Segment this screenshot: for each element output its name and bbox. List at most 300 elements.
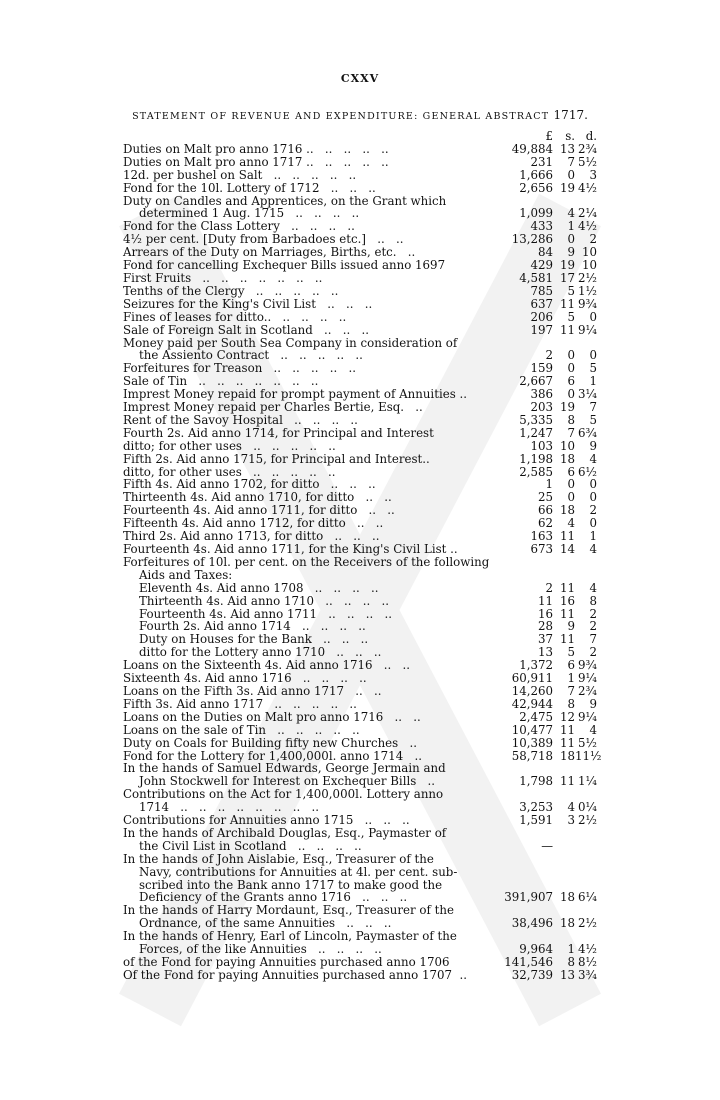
pounds-cell: 37 bbox=[537, 632, 553, 647]
shillings-cell: 18 bbox=[559, 916, 575, 931]
pounds-cell: 10,389 bbox=[511, 735, 553, 750]
row-description bbox=[123, 853, 495, 905]
table-row bbox=[123, 182, 603, 195]
pounds-cell: 58,718 bbox=[511, 748, 553, 763]
shillings-cell: 11 bbox=[559, 735, 575, 750]
description-line: Seizures for the King's Civil List .. .. .. bbox=[123, 296, 373, 311]
pence-cell: 3¾ bbox=[578, 967, 597, 982]
shillings-cell: 11 bbox=[559, 529, 575, 544]
table-row bbox=[123, 788, 603, 814]
pounds-cell: 433 bbox=[530, 219, 553, 234]
description-line: Navy, contributions for Annuities at 4l. per cent. sub- bbox=[139, 864, 458, 879]
row-description bbox=[123, 788, 495, 814]
pounds-cell: 203 bbox=[530, 400, 553, 415]
shillings-cell: 18 bbox=[559, 748, 575, 763]
pounds-cell: 2 bbox=[545, 348, 553, 363]
pence-cell: 2¾ bbox=[578, 683, 597, 698]
pounds-cell: 1 bbox=[545, 477, 553, 492]
row-description bbox=[123, 169, 495, 182]
description-line: Forces, of the like Annuities .. .. .. .. bbox=[139, 942, 382, 957]
table-row bbox=[123, 272, 603, 285]
pounds-cell: 13,286 bbox=[511, 232, 553, 247]
description-line: determined 1 Aug. 1715 .. .. .. .. bbox=[139, 206, 360, 221]
pounds-cell: 2,667 bbox=[519, 374, 553, 389]
table-row bbox=[123, 543, 603, 556]
pounds-cell: 11 bbox=[537, 593, 553, 608]
description-line: Duty on Houses for the Bank .. .. .. bbox=[139, 632, 369, 647]
pounds-cell: 231 bbox=[530, 154, 553, 169]
pounds-cell: 3,253 bbox=[519, 800, 553, 815]
description-line: Sale of Foreign Salt in Scotland .. .. .. bbox=[123, 322, 370, 337]
table-row bbox=[123, 440, 603, 453]
row-description bbox=[123, 298, 495, 311]
pounds-cell: 10,477 bbox=[511, 722, 553, 737]
shillings-cell: 9 bbox=[567, 619, 575, 634]
shillings-cell: 5 bbox=[567, 309, 575, 324]
row-description bbox=[123, 762, 495, 788]
table-row bbox=[123, 956, 603, 969]
pence-cell: 1½ bbox=[578, 283, 597, 298]
description-line: Aids and Taxes: bbox=[139, 567, 233, 582]
pounds-cell: 429 bbox=[530, 258, 553, 273]
pence-cell: 4½ bbox=[578, 942, 597, 957]
pence-cell: 8 bbox=[589, 593, 597, 608]
pence-cell: 0 bbox=[589, 490, 597, 505]
table-row bbox=[123, 853, 603, 905]
table-row bbox=[123, 969, 603, 982]
shillings-cell: 4 bbox=[567, 206, 575, 221]
table-row bbox=[123, 414, 603, 427]
pounds-cell: 2 bbox=[545, 580, 553, 595]
shillings-cell: 12 bbox=[559, 709, 575, 724]
shillings-cell: 11 bbox=[559, 722, 575, 737]
pounds-cell: 103 bbox=[530, 438, 553, 453]
description-line: Forfeitures for Treason .. .. .. .. .. bbox=[123, 361, 357, 376]
shillings-cell: 13 bbox=[559, 967, 575, 982]
row-description bbox=[123, 595, 495, 608]
shillings-cell: 0 bbox=[567, 490, 575, 505]
table-row bbox=[123, 595, 603, 608]
description-line: In the hands of Samuel Edwards, George Jermain and bbox=[123, 761, 446, 776]
description-line: Eleventh 4s. Aid anno 1708 .. .. .. .. bbox=[139, 580, 379, 595]
table-row bbox=[123, 827, 603, 853]
pounds-cell: 1,591 bbox=[519, 813, 553, 828]
pence-cell: 0¼ bbox=[578, 800, 597, 815]
description-line: Fond for the 10l. Lottery of 1712 .. .. .. bbox=[123, 180, 376, 195]
pence-cell: 9¾ bbox=[578, 296, 597, 311]
pounds-cell: 637 bbox=[530, 296, 553, 311]
pounds-cell: 2,475 bbox=[519, 709, 553, 724]
pence-cell: 5 bbox=[589, 412, 597, 427]
pounds-cell: 66 bbox=[537, 503, 553, 518]
description-line: Imprest Money repaid for prompt payment of Annuities .. bbox=[123, 387, 468, 402]
description-line: Loans on the Sixteenth 4s. Aid anno 1716 .. .. bbox=[123, 658, 411, 673]
table-row bbox=[123, 904, 603, 930]
row-description bbox=[123, 827, 495, 853]
pounds-cell: 4,581 bbox=[519, 270, 553, 285]
pence-cell: 9 bbox=[589, 438, 597, 453]
shillings-cell: 8 bbox=[567, 696, 575, 711]
table-row bbox=[123, 143, 603, 156]
table-row bbox=[123, 311, 603, 324]
description-line: Loans on the sale of Tin .. .. .. .. .. bbox=[123, 722, 360, 737]
row-description bbox=[123, 311, 495, 324]
pence-cell: 2¼ bbox=[578, 206, 597, 221]
description-line: Fourth 2s. Aid anno 1714, for Principal and Interest bbox=[123, 425, 434, 440]
pounds-cell: 391,907 bbox=[504, 890, 553, 905]
description-line: Fifth 2s. Aid anno 1715, for Principal and Interest.. bbox=[123, 451, 430, 466]
row-description bbox=[123, 401, 495, 414]
pounds-cell: 13 bbox=[537, 645, 553, 660]
table-row bbox=[123, 698, 603, 711]
table-row bbox=[123, 582, 603, 595]
shillings-cell: 13 bbox=[559, 141, 575, 156]
row-description bbox=[123, 737, 495, 750]
pounds-cell: 141,546 bbox=[504, 955, 553, 969]
pence-cell: 2 bbox=[589, 232, 597, 247]
shillings-cell: 0 bbox=[567, 477, 575, 492]
pence-cell: 6¾ bbox=[578, 425, 597, 440]
pounds-cell: 206 bbox=[530, 309, 553, 324]
description-line: Duty on Coals for Building fifty new Churches .. bbox=[123, 735, 417, 750]
abstract-table bbox=[123, 130, 603, 982]
description-line: Fond for the Class Lottery .. .. .. .. bbox=[123, 219, 355, 234]
description-line: Fourteenth 4s. Aid anno 1711, for the King's Civil List .. bbox=[123, 542, 458, 556]
table-row bbox=[123, 685, 603, 698]
pounds-cell: 2,656 bbox=[519, 180, 553, 195]
pence-cell: 10 bbox=[581, 258, 597, 273]
shillings-cell: 8 bbox=[567, 955, 575, 969]
column-header-row bbox=[123, 130, 603, 143]
pounds-cell: 62 bbox=[537, 516, 553, 531]
description-line: Ordnance, of the same Annuities .. .. .. bbox=[139, 916, 392, 931]
pence-cell: 4 bbox=[589, 580, 597, 595]
shillings-cell: 1 bbox=[567, 219, 575, 234]
row-description bbox=[123, 182, 495, 195]
shillings-cell: 0 bbox=[567, 387, 575, 402]
pounds-cell: 49,884 bbox=[511, 141, 553, 156]
pence-cell: 5 bbox=[589, 361, 597, 376]
row-description bbox=[123, 814, 495, 827]
table-row bbox=[123, 401, 603, 414]
table-row bbox=[123, 762, 603, 788]
description-line: ditto, for other uses .. .. .. .. .. bbox=[123, 464, 336, 479]
description-line: Duties on Malt pro anno 1717 .. .. .. .. .. bbox=[123, 154, 389, 169]
description-line: Contributions for Annuities anno 1715 .. .. .. bbox=[123, 813, 410, 828]
pounds-header: £ bbox=[545, 129, 553, 143]
description-line: Fond for cancelling Exchequer Bills issued anno 1697 bbox=[123, 258, 446, 273]
pounds-cell: 5,335 bbox=[519, 412, 553, 427]
pence-cell: 9¼ bbox=[578, 709, 597, 724]
shillings-cell: 10 bbox=[559, 438, 575, 453]
table-row bbox=[123, 711, 603, 724]
description-line: ditto; for other uses .. .. .. .. .. bbox=[123, 438, 336, 453]
table-row bbox=[123, 285, 603, 298]
pounds-cell: 84 bbox=[537, 245, 553, 260]
table-row bbox=[123, 724, 603, 737]
description-line: Duties on Malt pro anno 1716 .. .. .. .. .. bbox=[123, 141, 389, 156]
shillings-cell: 16 bbox=[559, 593, 575, 608]
pence-cell: 1 bbox=[589, 374, 597, 389]
row-description bbox=[123, 969, 495, 982]
pence-cell: 4 bbox=[589, 542, 597, 556]
description-line: ditto for the Lottery anno 1710 .. .. .. bbox=[139, 645, 382, 660]
pence-cell: 2 bbox=[589, 619, 597, 634]
shillings-cell: 11 bbox=[559, 322, 575, 337]
description-line: In the hands of John Aislabie, Esq., Treasurer of the bbox=[123, 851, 434, 866]
shillings-cell: 0 bbox=[567, 361, 575, 376]
shillings-cell: 0 bbox=[567, 348, 575, 363]
description-line: Arrears of the Duty on Marriages, Births, etc. .. bbox=[123, 245, 416, 260]
row-description bbox=[123, 156, 495, 169]
row-description bbox=[123, 698, 495, 711]
shillings-cell: 8 bbox=[567, 412, 575, 427]
pounds-cell: 673 bbox=[530, 542, 553, 556]
pence-cell: 0 bbox=[589, 309, 597, 324]
row-description bbox=[123, 556, 495, 582]
row-description bbox=[123, 440, 495, 453]
heading-year: 1717. bbox=[553, 108, 588, 122]
description-line: of the Fond for paying Annuities purchased anno 1706 bbox=[123, 955, 450, 969]
pounds-cell: 1,798 bbox=[519, 774, 553, 789]
shillings-cell: 1 bbox=[567, 671, 575, 686]
row-description bbox=[123, 685, 495, 698]
shillings-cell: 11 bbox=[559, 580, 575, 595]
row-description bbox=[123, 324, 495, 337]
pounds-cell: 60,911 bbox=[511, 671, 553, 686]
shillings-cell: 4 bbox=[567, 800, 575, 815]
shillings-cell: 19 bbox=[559, 400, 575, 415]
description-line: Fourth 2s. Aid anno 1714 .. .. .. .. bbox=[139, 619, 366, 634]
pence-cell: 2½ bbox=[578, 270, 597, 285]
pence-cell: 9¼ bbox=[578, 671, 597, 686]
page-number: CXXV bbox=[340, 72, 380, 85]
description-line: Fond for the Lottery for 1,400,000l. anno 1714 .. bbox=[123, 748, 422, 763]
pounds-cell: 1,099 bbox=[519, 206, 553, 221]
table-row bbox=[123, 814, 603, 827]
description-line: 4½ per cent. [Duty from Barbadoes etc.] .. .. bbox=[123, 232, 404, 247]
pence-cell: 0 bbox=[589, 348, 597, 363]
table-row bbox=[123, 453, 603, 466]
pence-cell: 5½ bbox=[578, 735, 597, 750]
pence-cell: 4 bbox=[589, 722, 597, 737]
description-line: the Assiento Contract .. .. .. .. .. bbox=[139, 348, 363, 363]
row-description bbox=[123, 711, 495, 724]
shillings-cell: 11 bbox=[559, 296, 575, 311]
table-row bbox=[123, 298, 603, 311]
table-row bbox=[123, 324, 603, 337]
description-line: Fines of leases for ditto.. .. .. .. .. bbox=[123, 309, 347, 324]
pence-cell: 3¼ bbox=[578, 387, 597, 402]
pence-cell: 1¼ bbox=[578, 774, 597, 789]
description-line: Duty on Candles and Apprentices, on the Grant which bbox=[123, 193, 447, 208]
row-description bbox=[123, 582, 495, 595]
description-line: Fifth 4s. Aid anno 1702, for ditto .. .. .. bbox=[123, 477, 376, 492]
description-line: Loans on the Fifth 3s. Aid anno 1717 .. .. bbox=[123, 683, 382, 698]
pence-cell: 7 bbox=[589, 632, 597, 647]
description-line: John Stockwell for Interest on Exchequer Bills .. bbox=[139, 774, 436, 789]
shillings-cell: 9 bbox=[567, 245, 575, 260]
shillings-cell: 7 bbox=[567, 154, 575, 169]
pence-cell: 4 bbox=[589, 451, 597, 466]
pounds-cell: 9,964 bbox=[519, 942, 553, 957]
shillings-cell: 0 bbox=[567, 167, 575, 182]
row-description bbox=[123, 724, 495, 737]
pounds-cell: 163 bbox=[530, 529, 553, 544]
table-row bbox=[123, 169, 603, 182]
pence-cell: 7 bbox=[589, 400, 597, 415]
description-line: Forfeitures of 10l. per cent. on the Receivers of the following bbox=[123, 554, 490, 569]
table-row bbox=[123, 556, 603, 582]
shillings-cell: 6 bbox=[567, 658, 575, 673]
pounds-cell: 2,585 bbox=[519, 464, 553, 479]
description-line: In the hands of Henry, Earl of Lincoln, Paymaster of the bbox=[123, 929, 457, 944]
description-line: Fourteenth 4s. Aid anno 1711, for ditto .. .. bbox=[123, 503, 395, 518]
description-line: 1714 .. .. .. .. .. .. .. .. bbox=[139, 800, 320, 815]
description-line: Sale of Tin .. .. .. .. .. .. .. bbox=[123, 374, 319, 389]
pence-cell: 2½ bbox=[578, 916, 597, 931]
description-line: In the hands of Harry Mordaunt, Esq., Treasurer of the bbox=[123, 903, 454, 918]
row-description bbox=[123, 414, 495, 427]
description-line: 12d. per bushel on Salt .. .. .. .. .. bbox=[123, 167, 357, 182]
shillings-cell: 18 bbox=[559, 503, 575, 518]
shillings-cell: 4 bbox=[567, 516, 575, 531]
table-row bbox=[123, 337, 603, 363]
description-line: Imprest Money repaid per Charles Bertie, Esq. .. bbox=[123, 400, 423, 415]
description-line: Rent of the Savoy Hospital .. .. .. .. bbox=[123, 412, 358, 427]
pounds-cell: 197 bbox=[530, 322, 553, 337]
row-description bbox=[123, 272, 495, 285]
table-body bbox=[123, 143, 603, 982]
row-description bbox=[123, 195, 495, 221]
pence-cell: 6¼ bbox=[578, 890, 597, 905]
shillings-cell: 11 bbox=[559, 606, 575, 621]
description-line: scribed into the Bank anno 1717 to make good the bbox=[139, 877, 443, 892]
pounds-cell: 1,372 bbox=[519, 658, 553, 673]
description-line: Of the Fond for paying Annuities purchased anno 1707 .. bbox=[123, 967, 468, 982]
pence-cell: 4½ bbox=[578, 180, 597, 195]
pounds-cell: 42,944 bbox=[511, 696, 553, 711]
row-description bbox=[123, 427, 495, 440]
pence-cell: 8½ bbox=[578, 955, 597, 969]
pence-cell: 9¼ bbox=[578, 322, 597, 337]
shillings-cell: 0 bbox=[567, 232, 575, 247]
description-line: Third 2s. Aid anno 1713, for ditto .. .. .. bbox=[123, 529, 380, 544]
row-description bbox=[123, 904, 495, 930]
shillings-cell: 14 bbox=[559, 542, 575, 556]
description-line: Thirteenth 4s. Aid anno 1710 .. .. .. .. bbox=[139, 593, 390, 608]
shillings-cell: 5 bbox=[567, 645, 575, 660]
pounds-cell: 28 bbox=[537, 619, 553, 634]
shillings-cell: 11 bbox=[559, 774, 575, 789]
pounds-cell: — bbox=[541, 838, 553, 853]
pounds-cell: 25 bbox=[537, 490, 553, 505]
description-line: Fifth 3s. Aid anno 1717 .. .. .. .. .. bbox=[123, 696, 357, 711]
shillings-cell: 17 bbox=[559, 270, 575, 285]
pence-cell: 11½ bbox=[575, 748, 602, 763]
table-row bbox=[123, 195, 603, 221]
pence-cell: 10 bbox=[581, 245, 597, 260]
description-line: First Fruits .. .. .. .. .. .. .. bbox=[123, 270, 323, 285]
row-description bbox=[123, 956, 495, 969]
shillings-cell: 11 bbox=[559, 632, 575, 647]
heading-text: STATEMENT OF REVENUE AND EXPENDITURE: GENERAL ABSTRACT bbox=[132, 111, 550, 122]
shillings-cell: 3 bbox=[567, 813, 575, 828]
shillings-cell: 5 bbox=[567, 283, 575, 298]
pounds-cell: 159 bbox=[530, 361, 553, 376]
pence-cell: 3 bbox=[589, 167, 597, 182]
pounds-cell: 14,260 bbox=[511, 683, 553, 698]
description-line: Tenths of the Clergy .. .. .. .. .. bbox=[123, 283, 339, 298]
pence-cell: 4½ bbox=[578, 219, 597, 234]
shillings-cell: 19 bbox=[559, 180, 575, 195]
shillings-cell: 18 bbox=[559, 890, 575, 905]
row-description bbox=[123, 285, 495, 298]
table-row bbox=[123, 737, 603, 750]
shillings-cell: 1 bbox=[567, 942, 575, 957]
pounds-cell: 16 bbox=[537, 606, 553, 621]
pence-cell: 9¾ bbox=[578, 658, 597, 673]
description-line: the Civil List in Scotland .. .. .. .. bbox=[139, 838, 362, 853]
pence-cell: 5½ bbox=[578, 154, 597, 169]
description-line: Fifteenth 4s. Aid anno 1712, for ditto .. .. bbox=[123, 516, 384, 531]
pence-cell: 0 bbox=[589, 516, 597, 531]
pounds-cell: 1,198 bbox=[519, 451, 553, 466]
page-heading bbox=[0, 108, 720, 122]
pence-header: d. bbox=[585, 129, 597, 143]
shillings-cell: 19 bbox=[559, 258, 575, 273]
description-line: Thirteenth 4s. Aid anno 1710, for ditto .. .. bbox=[123, 490, 392, 505]
pence-cell: 0 bbox=[589, 477, 597, 492]
pence-cell: 6½ bbox=[578, 464, 597, 479]
pounds-cell: 785 bbox=[530, 283, 553, 298]
pounds-cell: 38,496 bbox=[511, 916, 553, 931]
table-row bbox=[123, 156, 603, 169]
description-line: Deficiency of the Grants anno 1716 .. .. .. bbox=[139, 890, 408, 905]
shillings-header: s. bbox=[565, 129, 575, 143]
description-line: Fourteenth 4s. Aid anno 1711 .. .. .. .. bbox=[139, 606, 393, 621]
description-line: Contributions on the Act for 1,400,000l. Lottery anno bbox=[123, 787, 444, 802]
row-description bbox=[123, 930, 495, 956]
description-line: Money paid per South Sea Company in consideration of bbox=[123, 335, 458, 350]
description-line: In the hands of Archibald Douglas, Esq., Paymaster of bbox=[123, 825, 447, 840]
pounds-cell: 32,739 bbox=[511, 967, 553, 982]
pence-cell: 2¾ bbox=[578, 141, 597, 156]
shillings-cell: 18 bbox=[559, 451, 575, 466]
shillings-cell: 6 bbox=[567, 464, 575, 479]
row-description bbox=[123, 143, 495, 156]
table-row bbox=[123, 930, 603, 956]
shillings-cell: 6 bbox=[567, 374, 575, 389]
description-line: Loans on the Duties on Malt pro anno 1716 .. .. bbox=[123, 709, 421, 724]
pence-cell: 2 bbox=[589, 606, 597, 621]
table-row bbox=[123, 427, 603, 440]
pounds-cell: 1,666 bbox=[519, 167, 553, 182]
shillings-cell: 7 bbox=[567, 683, 575, 698]
row-description bbox=[123, 453, 495, 466]
row-description bbox=[123, 543, 495, 556]
pounds-cell: 386 bbox=[530, 387, 553, 402]
pence-cell: 2 bbox=[589, 645, 597, 660]
pence-cell: 2½ bbox=[578, 813, 597, 828]
pence-cell: 9 bbox=[589, 696, 597, 711]
pence-cell: 2 bbox=[589, 503, 597, 518]
shillings-cell: 7 bbox=[567, 425, 575, 440]
pounds-cell: 1,247 bbox=[519, 425, 553, 440]
pence-cell: 1 bbox=[589, 529, 597, 544]
description-line: Sixteenth 4s. Aid anno 1716 .. .. .. .. bbox=[123, 671, 367, 686]
row-description bbox=[123, 337, 495, 363]
